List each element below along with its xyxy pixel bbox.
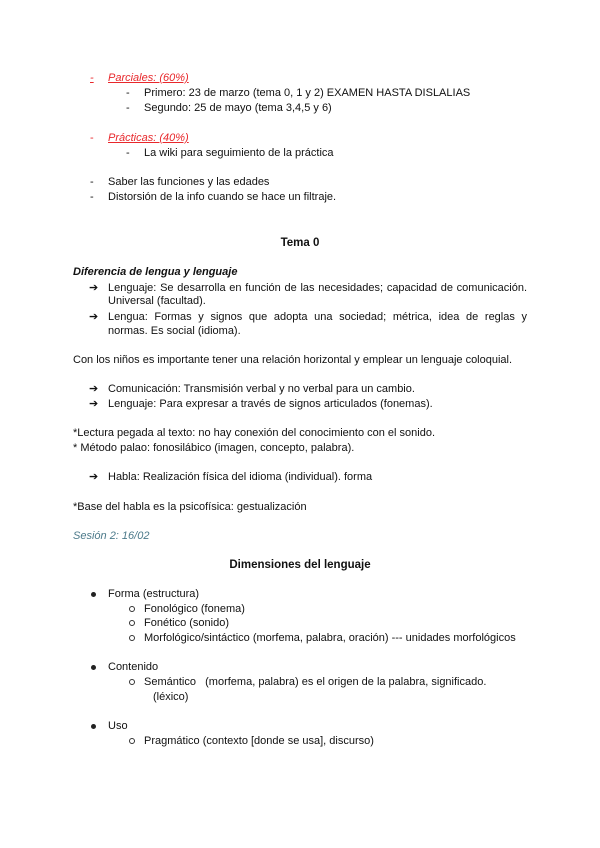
note: * Método palao: fonosilábico (imagen, concepto, palabra).	[73, 442, 355, 454]
bullet-icon	[91, 665, 96, 670]
arrow-item: Habla: Realización física del idioma (individual). forma	[108, 471, 373, 483]
arrow-icon: ➔	[89, 471, 99, 483]
arrow-icon: ➔	[89, 311, 99, 323]
arrow-icon: ➔	[89, 383, 99, 395]
list-item: Segundo: 25 de mayo (tema 3,4,5 y 6)	[144, 102, 332, 114]
list-item-cont: (léxico)	[153, 691, 189, 703]
list-item: Fonológico (fonema)	[144, 603, 245, 615]
dash-bullet: -	[90, 176, 94, 188]
list-item: Saber las funciones y las edades	[108, 176, 270, 188]
parciales-heading: Parciales: (60%)	[108, 72, 189, 84]
list-item: Fonético (sonido)	[144, 617, 229, 629]
list-item: La wiki para seguimiento de la práctica	[144, 147, 334, 159]
arrow-item: Comunicación: Transmisión verbal y no verbal para un cambio.	[108, 383, 415, 395]
dash-bullet: -	[90, 72, 94, 84]
bullet-icon	[91, 724, 96, 729]
paragraph: Con los niños es importante tener una relación horizontal y emplear un lenguaje coloquial.	[73, 354, 513, 366]
note: *Lectura pegada al texto: no hay conexión del conocimiento con el sonido.	[73, 427, 436, 439]
circle-bullet-icon	[129, 738, 135, 744]
list-item: Contenido	[108, 661, 159, 673]
circle-bullet-icon	[129, 679, 135, 685]
practicas-heading: Prácticas: (40%)	[108, 132, 189, 144]
list-item: Semántico (morfema, palabra) es el origen de la palabra, significado.	[144, 676, 487, 688]
arrow-icon: ➔	[89, 398, 99, 410]
arrow-item-cont: Universal (facultad).	[108, 295, 206, 307]
arrow-item-cont: normas. Es social (idioma).	[108, 325, 241, 337]
list-item: Forma (estructura)	[108, 588, 200, 600]
dash-bullet: -	[126, 102, 130, 114]
arrow-item: Lenguaje: Se desarrolla en función de las necesidades; capacidad de comunicación.	[108, 282, 527, 294]
session-heading: Sesión 2: 16/02	[73, 530, 150, 542]
section-title: Tema 0	[280, 237, 320, 249]
circle-bullet-icon	[129, 620, 135, 626]
list-item: Morfológico/sintáctico (morfema, palabra, oración) --- unidades morfológicos	[144, 632, 516, 644]
circle-bullet-icon	[129, 606, 135, 612]
note: *Base del habla es la psicofísica: gestualización	[73, 501, 307, 513]
arrow-item: Lengua: Formas y signos que adopta una sociedad; métrica, idea de reglas y	[108, 311, 527, 323]
subsection-title: Diferencia de lengua y lenguaje	[73, 266, 238, 278]
list-item: Pragmático (contexto [donde se usa], discurso)	[144, 735, 374, 747]
circle-bullet-icon	[129, 635, 135, 641]
bullet-icon	[91, 592, 96, 597]
list-item: Primero: 23 de marzo (tema 0, 1 y 2) EXAMEN HASTA DISLALIAS	[144, 87, 471, 99]
dash-bullet: -	[90, 132, 94, 144]
dash-bullet: -	[90, 191, 94, 203]
list-item: Distorsión de la info cuando se hace un filtraje.	[108, 191, 337, 203]
arrow-icon: ➔	[89, 282, 99, 294]
section-title: Dimensiones del lenguaje	[229, 559, 371, 571]
list-item: Uso	[108, 720, 128, 732]
arrow-item: Lenguaje: Para expresar a través de signos articulados (fonemas).	[108, 398, 433, 410]
dash-bullet: -	[126, 147, 130, 159]
dash-bullet: -	[126, 87, 130, 99]
